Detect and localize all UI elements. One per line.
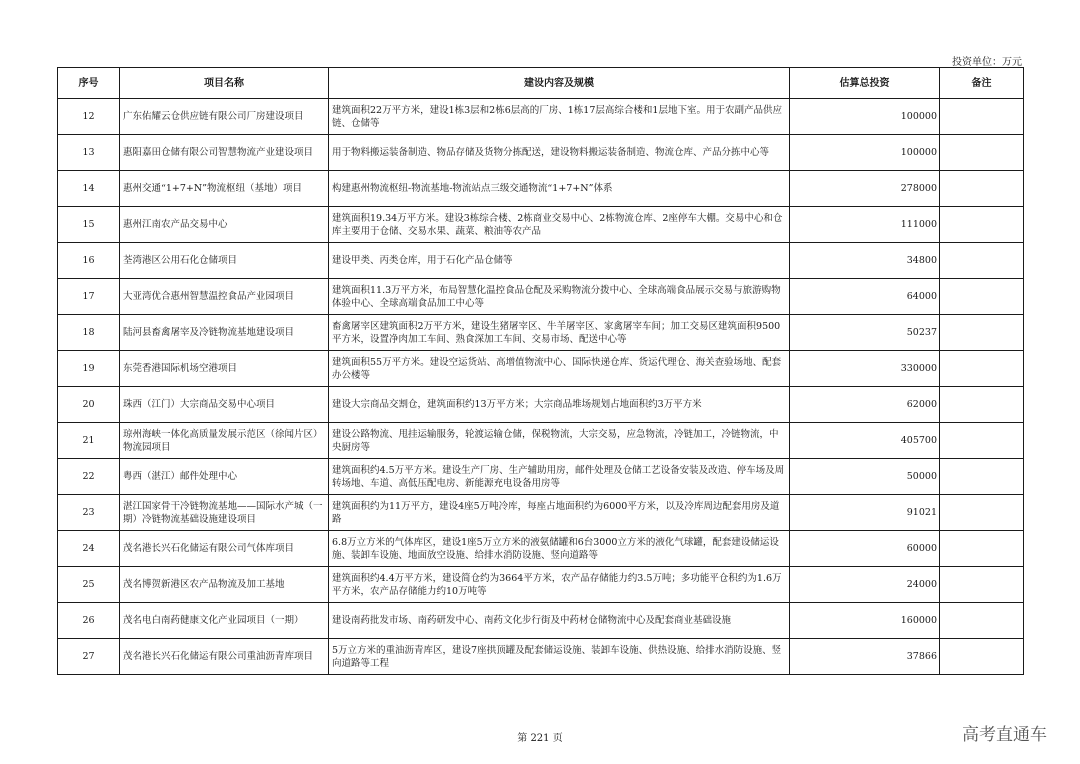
table-row xyxy=(58,531,1024,567)
cell-name: 大亚湾优合惠州智慧温控食品产业园项目 xyxy=(120,279,329,315)
cell-no: 13 xyxy=(58,135,120,171)
cell-no: 14 xyxy=(58,171,120,207)
cell-note xyxy=(940,99,1024,135)
header-no: 序号 xyxy=(58,68,120,99)
cell-amount: 330000 xyxy=(790,351,940,387)
cell-note xyxy=(940,567,1024,603)
cell-name: 惠阳嘉田仓储有限公司智慧物流产业建设项目 xyxy=(120,135,329,171)
cell-no: 15 xyxy=(58,207,120,243)
cell-content: 畜禽屠宰区建筑面积2万平方米，建设生猪屠宰区、牛羊屠宰区、家禽屠宰车间；加工交易区建筑面积9500平方米，设置净肉加工车间、熟食深加工车间、交易市场、配送中心等 xyxy=(329,315,790,351)
cell-name: 粤西（湛江）邮件处理中心 xyxy=(120,459,329,495)
header-note: 备注 xyxy=(940,68,1024,99)
cell-note xyxy=(940,279,1024,315)
cell-amount: 100000 xyxy=(790,135,940,171)
cell-content: 6.8万立方米的气体库区，建设1座5万立方米的液氨储罐和6台3000立方米的液化气球罐，配套建设储运设施、装卸车设施、地面放空设施、给排水消防设施、竖向道路等 xyxy=(329,531,790,567)
cell-no: 17 xyxy=(58,279,120,315)
cell-amount: 278000 xyxy=(790,171,940,207)
cell-content: 建筑面积19.34万平方米。建设3栋综合楼、2栋商业交易中心、2栋物流仓库、2座停车大棚。交易中心和仓库主要用于仓储、交易水果、蔬菜、粮油等农产品 xyxy=(329,207,790,243)
cell-note xyxy=(940,243,1024,279)
cell-name: 琼州海峡一体化高质量发展示范区（徐闻片区）物流园项目 xyxy=(120,423,329,459)
cell-content: 建筑面积11.3万平方米，布局智慧化温控食品仓配及采购物流分拨中心、全球高端食品展示交易与旅游购物体验中心、全球高端食品加工中心等 xyxy=(329,279,790,315)
table-row xyxy=(58,387,1024,423)
table-row xyxy=(58,171,1024,207)
cell-note xyxy=(940,639,1024,675)
table-row xyxy=(58,459,1024,495)
table-header-row xyxy=(58,68,1024,99)
page-number: 第 221 页 xyxy=(517,733,563,744)
cell-name: 珠西（江门）大宗商品交易中心项目 xyxy=(120,387,329,423)
cell-content: 建筑面积55万平方米。建设空运货站、高增值物流中心、国际快递仓库、货运代理仓、海关查验场地、配套办公楼等 xyxy=(329,351,790,387)
cell-content: 建设大宗商品交割仓，建筑面积约13万平方米；大宗商品堆场规划占地面积约3万平方米 xyxy=(329,387,790,423)
cell-note xyxy=(940,207,1024,243)
cell-amount: 60000 xyxy=(790,531,940,567)
cell-note xyxy=(940,459,1024,495)
cell-content: 建筑面积约为11万平方，建设4座5万吨冷库，每座占地面积约为6000平方米，以及冷库周边配套用房及道路 xyxy=(329,495,790,531)
table-row xyxy=(58,243,1024,279)
cell-note xyxy=(940,171,1024,207)
header-name: 项目名称 xyxy=(120,68,329,99)
cell-no: 22 xyxy=(58,459,120,495)
table-row xyxy=(58,351,1024,387)
cell-note xyxy=(940,387,1024,423)
cell-content: 建设公路物流、甩挂运输服务，轮渡运输仓储，保税物流，大宗交易，应急物流，冷链加工，冷链物流，中央厨房等 xyxy=(329,423,790,459)
cell-amount: 37866 xyxy=(790,639,940,675)
cell-amount: 50237 xyxy=(790,315,940,351)
cell-amount: 64000 xyxy=(790,279,940,315)
table-row xyxy=(58,639,1024,675)
cell-name: 湛江国家骨干冷链物流基地——国际水产城（一期）冷链物流基础设施建设项目 xyxy=(120,495,329,531)
table-row xyxy=(58,495,1024,531)
cell-note xyxy=(940,351,1024,387)
cell-content: 5万立方米的重油沥青库区，建设7座拱顶罐及配套储运设施、装卸车设施、供热设施、给排水消防设施、竖向道路等工程 xyxy=(329,639,790,675)
cell-no: 26 xyxy=(58,603,120,639)
cell-content: 用于物料搬运装备制造、物品存储及货物分拣配送，建设物料搬运装备制造、物流仓库、产品分拣中心等 xyxy=(329,135,790,171)
table-row xyxy=(58,135,1024,171)
cell-amount: 34800 xyxy=(790,243,940,279)
cell-name: 惠州交通“1+7+N”物流枢纽（基地）项目 xyxy=(120,171,329,207)
cell-content: 构建惠州物流枢纽-物流基地-物流站点三级交通物流“1+7+N”体系 xyxy=(329,171,790,207)
cell-amount: 62000 xyxy=(790,387,940,423)
cell-name: 茂名博贺新港区农产品物流及加工基地 xyxy=(120,567,329,603)
cell-amount: 100000 xyxy=(790,99,940,135)
cell-no: 24 xyxy=(58,531,120,567)
cell-note xyxy=(940,423,1024,459)
cell-name: 东莞香港国际机场空港项目 xyxy=(120,351,329,387)
investment-unit-note: 投资单位：万元 xyxy=(952,57,1022,68)
cell-note xyxy=(940,603,1024,639)
cell-name: 陆河县畜禽屠宰及冷链物流基地建设项目 xyxy=(120,315,329,351)
table-row xyxy=(58,315,1024,351)
cell-content: 建设甲类、丙类仓库，用于石化产品仓储等 xyxy=(329,243,790,279)
cell-no: 12 xyxy=(58,99,120,135)
cell-content: 建筑面积22万平方米，建设1栋3层和2栋6层高的厂房、1栋17层高综合楼和1层地下室。用于农副产品供应链、仓储等 xyxy=(329,99,790,135)
table-row xyxy=(58,567,1024,603)
cell-note xyxy=(940,531,1024,567)
cell-content: 建设南药批发市场、南药研发中心、南药文化步行街及中药材仓储物流中心及配套商业基础设施 xyxy=(329,603,790,639)
cell-name: 茂名港长兴石化储运有限公司重油沥青库项目 xyxy=(120,639,329,675)
table-body xyxy=(58,99,1024,675)
cell-note xyxy=(940,495,1024,531)
cell-no: 27 xyxy=(58,639,120,675)
cell-no: 21 xyxy=(58,423,120,459)
watermark-text: 高考直通车 xyxy=(962,725,1047,745)
header-amount: 估算总投资 xyxy=(790,68,940,99)
cell-name: 荃湾港区公用石化仓储项目 xyxy=(120,243,329,279)
cell-no: 23 xyxy=(58,495,120,531)
cell-no: 25 xyxy=(58,567,120,603)
cell-name: 广东佑耀云仓供应链有限公司厂房建设项目 xyxy=(120,99,329,135)
cell-amount: 24000 xyxy=(790,567,940,603)
cell-no: 20 xyxy=(58,387,120,423)
table-row xyxy=(58,603,1024,639)
cell-content: 建筑面积约4.4万平方米，建设简仓约为3664平方米，农产品存储能力约3.5万吨；多功能平仓积约为1.6万平方米，农产品存储能力约10万吨等 xyxy=(329,567,790,603)
cell-name: 茂名电白南药健康文化产业园项目（一期） xyxy=(120,603,329,639)
cell-no: 18 xyxy=(58,315,120,351)
table-row xyxy=(58,423,1024,459)
cell-note xyxy=(940,135,1024,171)
cell-content: 建筑面积约4.5万平方米。建设生产厂房、生产辅助用房，邮件处理及仓储工艺设备安装及改造、停车场及周转场地、车道、高低压配电房、新能源充电设备用房等 xyxy=(329,459,790,495)
cell-amount: 50000 xyxy=(790,459,940,495)
cell-name: 惠州江南农产品交易中心 xyxy=(120,207,329,243)
cell-name: 茂名港长兴石化储运有限公司气体库项目 xyxy=(120,531,329,567)
cell-no: 19 xyxy=(58,351,120,387)
cell-note xyxy=(940,315,1024,351)
table-row xyxy=(58,207,1024,243)
cell-amount: 111000 xyxy=(790,207,940,243)
cell-no: 16 xyxy=(58,243,120,279)
project-investment-table xyxy=(57,67,1024,675)
cell-amount: 91021 xyxy=(790,495,940,531)
cell-amount: 160000 xyxy=(790,603,940,639)
cell-amount: 405700 xyxy=(790,423,940,459)
table-row xyxy=(58,279,1024,315)
header-content: 建设内容及规模 xyxy=(329,68,790,99)
table-row xyxy=(58,99,1024,135)
